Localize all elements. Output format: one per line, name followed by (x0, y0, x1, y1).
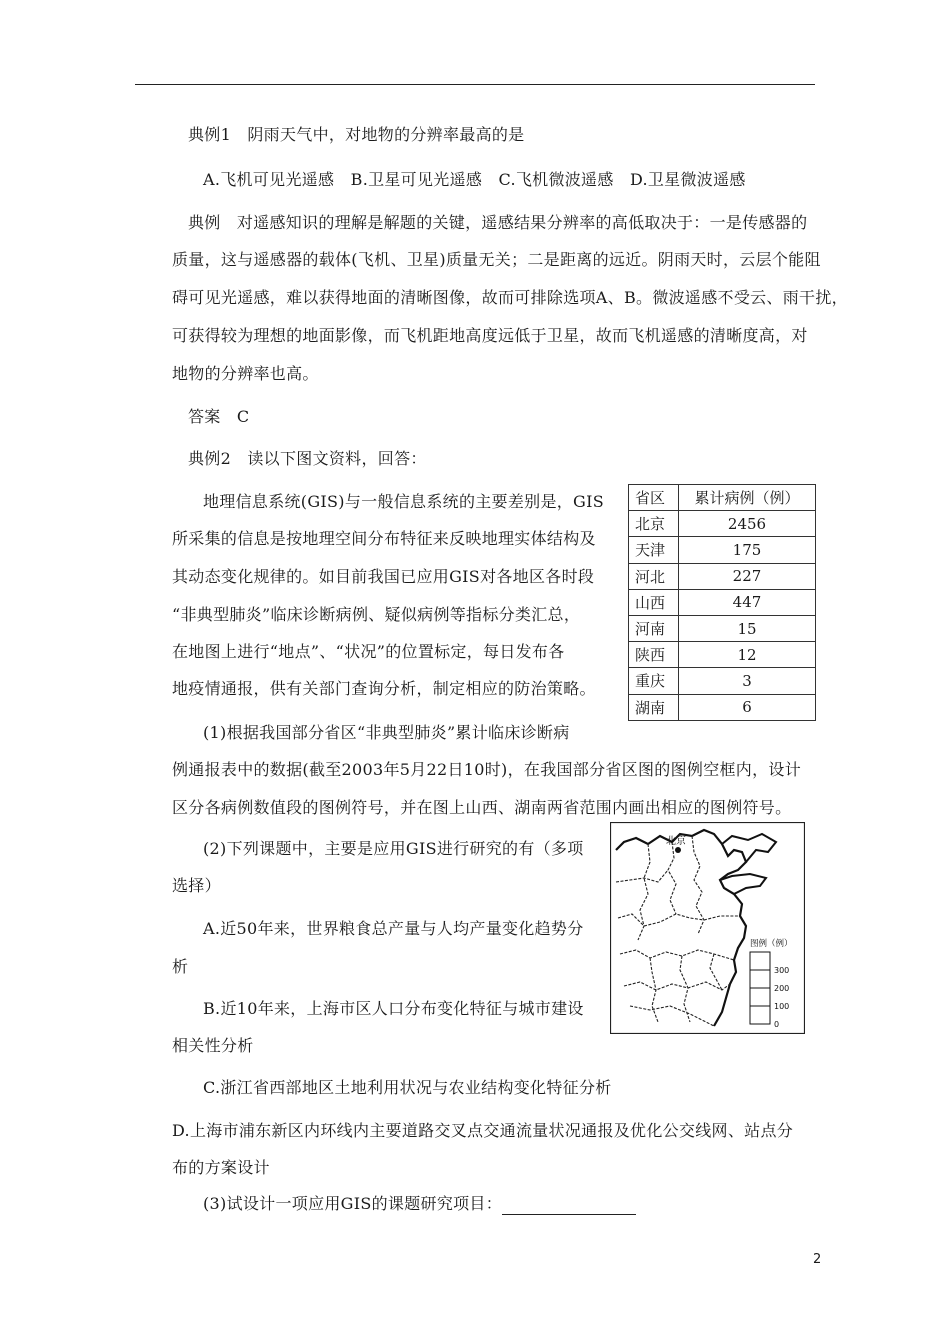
legend-box-1[interactable] (750, 952, 770, 970)
table-cell-province: 河南 (629, 615, 679, 641)
analysis-line-3: 碍可见光遥感，难以获得地面的清晰图像，故而可排除选项A、B。微波遥感不受云、雨干扰， (172, 288, 848, 307)
intro-line-4: “非典型肺炎”临床诊断病例、疑似病例等指标分类汇总， (172, 605, 581, 624)
table-cell-province: 陕西 (629, 642, 679, 668)
table-row (629, 589, 816, 615)
q2-option-d-line-2: 布的方案设计 (172, 1158, 270, 1177)
q1-line-3: 区分各病例数值段的图例符号，并在图上山西、湖南两省范围内画出相应的图例符号。 (172, 798, 792, 817)
example2-title: 典例2 读以下图文资料，回答： (188, 449, 427, 468)
legend-value: 300 (774, 966, 790, 975)
table-header-row (629, 485, 816, 511)
table-cell-cases: 2456 (679, 511, 816, 537)
table-row (629, 511, 816, 537)
q2-option-d-line-1: D.上海市浦东新区内环线内主要道路交叉点交通流量状况通报及优化公交线网、站点分 (172, 1121, 794, 1140)
table-row (629, 668, 816, 694)
table-header-province: 省区 (629, 485, 679, 511)
table-cell-province: 天津 (629, 537, 679, 563)
table-cell-cases: 6 (679, 694, 816, 720)
table-cell-province: 河北 (629, 563, 679, 589)
table-row (629, 694, 816, 720)
table-cell-province: 湖南 (629, 694, 679, 720)
legend-box-4[interactable] (750, 1006, 770, 1024)
legend-box-3[interactable] (750, 988, 770, 1006)
legend-value: 100 (774, 1002, 790, 1011)
table-row (629, 537, 816, 563)
legend-value: 200 (774, 984, 790, 993)
table-row (629, 615, 816, 641)
q1-line-2: 例通报表中的数据(截至2003年5月22日10时)，在我国部分省区图的图例空框内，设计 (172, 760, 802, 779)
analysis-line-1: 典例 对遥感知识的理解是解题的关键，遥感结果分辨率的高低取决于：一是传感器的 (188, 213, 808, 232)
table-cell-cases: 175 (679, 537, 816, 563)
table-cell-province: 北京 (629, 511, 679, 537)
province-map (610, 822, 805, 1034)
example1-question: 典例1 阴雨天气中，对地物的分辨率最高的是 (188, 125, 525, 144)
q2-option-a-line-2: 析 (172, 957, 189, 976)
table-row (629, 563, 816, 589)
answer-blank[interactable] (502, 1198, 636, 1215)
cases-table (628, 484, 816, 721)
header-rule (135, 84, 815, 85)
legend-box-2[interactable] (750, 970, 770, 988)
table-cell-province: 山西 (629, 589, 679, 615)
example1-options: A.飞机可见光遥感 B.卫星可见光遥感 C.飞机微波遥感 D.卫星微波遥感 (203, 170, 746, 189)
table-cell-cases: 3 (679, 668, 816, 694)
table-cell-cases: 15 (679, 615, 816, 641)
legend-value: 0 (774, 1020, 780, 1029)
q2-option-c: C.浙江省西部地区土地利用状况与农业结构变化特征分析 (203, 1078, 612, 1097)
table-cell-province: 重庆 (629, 668, 679, 694)
q3-prompt: (3)试设计一项应用GIS的课题研究项目： (203, 1194, 503, 1213)
legend-title: 图例（例） (750, 939, 793, 949)
page-number: 2 (813, 1252, 822, 1267)
q2-option-b-line-2: 相关性分析 (172, 1036, 254, 1055)
beijing-marker (675, 847, 681, 853)
table-row (629, 642, 816, 668)
intro-line-3: 其动态变化规律的。如目前我国已应用GIS对各地区各时段 (172, 567, 595, 586)
table-cell-cases: 12 (679, 642, 816, 668)
q2-line-1: (2)下列课题中，主要是应用GIS进行研究的有（多项 (203, 839, 584, 858)
intro-line-2: 所采集的信息是按地理空间分布特征来反映地理实体结构及 (172, 529, 596, 548)
q2-option-a-line-1: A.近50年来，世界粮食总产量与人均产量变化趋势分 (203, 919, 584, 938)
beijing-label: 北京 (666, 836, 686, 847)
answer-line: 答案 C (188, 407, 250, 426)
table-header-cases: 累计病例（例） (679, 485, 816, 511)
q3-line (203, 1193, 636, 1215)
q2-option-b-line-1: B.近10年来，上海市区人口分布变化特征与城市建设 (203, 999, 584, 1018)
analysis-line-4: 可获得较为理想的地面影像，而飞机距地高度远低于卫星，故而飞机遥感的清晰度高，对 (172, 326, 808, 345)
q1-line-1: (1)根据我国部分省区“非典型肺炎”累计临床诊断病 (203, 723, 570, 742)
intro-line-1: 地理信息系统(GIS)与一般信息系统的主要差别是，GIS (203, 492, 605, 511)
analysis-line-5: 地物的分辨率也高。 (172, 364, 319, 383)
intro-line-5: 在地图上进行“地点”、“状况”的位置标定，每日发布各 (172, 642, 565, 661)
table-cell-cases: 447 (679, 589, 816, 615)
table-cell-cases: 227 (679, 563, 816, 589)
intro-line-6: 地疫情通报，供有关部门查询分析，制定相应的防治策略。 (172, 679, 596, 698)
q2-line-2: 选择） (172, 876, 221, 895)
analysis-line-2: 质量，这与遥感器的载体(飞机、卫星)质量无关；二是距离的远近。阴雨天时，云层个能阻 (172, 250, 821, 269)
